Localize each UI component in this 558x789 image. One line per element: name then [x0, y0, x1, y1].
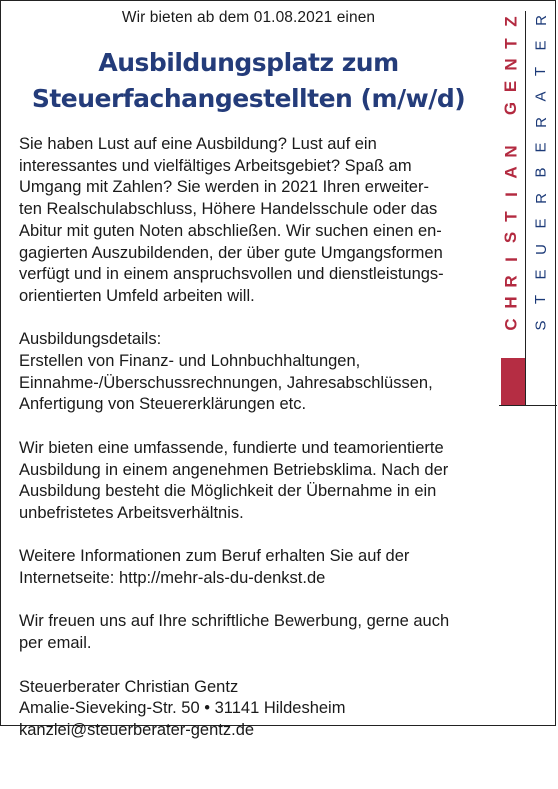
- text-line: per email.: [19, 634, 92, 653]
- details-heading: Ausbildungsdetails:: [19, 330, 162, 349]
- contact-block: [19, 677, 471, 742]
- contact-name: Steuerberater Christian Gentz: [19, 677, 239, 696]
- logo-wordmark-letter: T: [501, 211, 521, 222]
- logo-wordmark-letter: N: [501, 58, 521, 71]
- ad-body: [19, 134, 471, 742]
- logo-subline-letter: R: [532, 192, 550, 204]
- logo-subline-letter: T: [532, 66, 550, 76]
- text-line: Anfertigung von Steuererklärungen etc.: [19, 395, 307, 414]
- text-line: Ausbildung in einem angenehmen Betriebsklima. Nach der: [19, 460, 449, 479]
- logo-wordmark: [499, 13, 523, 333]
- logo-subline: [529, 13, 553, 333]
- logo-wordmark-letter: E: [501, 80, 521, 93]
- text-line: ten Realschulabschluss, Höhere Handelsschule oder das: [19, 200, 438, 219]
- text-line: unbefristetes Arbeitsverhältnis.: [19, 503, 244, 522]
- text-line: gagierten Auszubildenden, der über gute Umgangsformen: [19, 243, 443, 262]
- logo-wordmark-letter: H: [501, 296, 521, 309]
- text-line: interessantes und vielfältiges Arbeitsgebiet? Spaß am: [19, 156, 412, 175]
- logo-subline-letter: E: [532, 269, 550, 280]
- logo-subline-letter: E: [532, 142, 550, 153]
- contact-address: Amalie-Sieveking-Str. 50 • 31141 Hildesheim: [19, 699, 346, 718]
- logo-wordmark-letter: T: [501, 37, 521, 49]
- logo-subline-letter: R: [532, 15, 550, 26]
- text-line: Ausbildung besteht die Möglichkeit der Übernahme in ein: [19, 482, 437, 501]
- logo-subline-letter: B: [532, 167, 550, 178]
- logo-wordmark-letter: S: [501, 232, 521, 244]
- logo-divider-vertical: [525, 11, 526, 406]
- headline-line: Ausbildungsplatz zum: [98, 48, 399, 77]
- headline-line: Steuerfachangestellten (m/w/d): [31, 84, 466, 113]
- contact-email: kanzlei@steuerberater-gentz.de: [19, 720, 255, 739]
- logo-subline-letter: T: [532, 295, 550, 305]
- paragraph-offer: [19, 438, 471, 525]
- logo-wordmark-letter: I: [501, 192, 521, 197]
- text-line: Internetseite: http://mehr-als-du-denkst.de: [19, 569, 326, 588]
- logo-divider-horizontal: [499, 405, 557, 406]
- text-line: Umgang mit Zahlen? Sie werden in 2021 Ihren erweiter-: [19, 178, 429, 197]
- logo-subline-letter: U: [532, 243, 550, 255]
- intro-line: Wir bieten ab dem 01.08.2021 einen: [121, 9, 376, 26]
- logo-wordmark-letter: A: [501, 166, 521, 180]
- logo-wordmark-letter: [502, 127, 519, 132]
- text-line: verfügt und in einem anspruchsvollen und dienstleistungs-: [19, 265, 444, 284]
- text-line: Einnahme-/Überschussrechnungen, Jahresabschlüssen,: [19, 373, 433, 392]
- logo-wordmark-letter: N: [501, 145, 521, 158]
- headline: [1, 45, 496, 117]
- logo-wordmark-letter: R: [501, 275, 521, 288]
- text-line: Wir freuen uns auf Ihre schriftliche Bewerbung, gerne auch: [19, 612, 450, 631]
- text-line: orientierten Umfeld arbeiten will.: [19, 286, 255, 305]
- logo-subline-letter: A: [532, 91, 550, 102]
- logo-subline-letter: S: [532, 320, 550, 331]
- paragraph-details: [19, 329, 471, 416]
- text-line: Weitere Informationen zum Beruf erhalten Sie auf der: [19, 547, 410, 566]
- logo-wordmark-letter: Z: [501, 16, 521, 27]
- logo-subline-letter: R: [532, 116, 550, 128]
- text-line: Abitur mit guten Noten abschließen. Wir suchen einen en-: [19, 221, 442, 240]
- logo-wordmark-letter: C: [501, 318, 521, 331]
- text-line: Erstellen von Finanz- und Lohnbuchhaltungen,: [19, 352, 361, 371]
- paragraph-intro: [19, 134, 471, 308]
- logo-wordmark-letter: I: [501, 257, 521, 262]
- logo-subline-letter: E: [532, 40, 550, 51]
- paragraph-info: [19, 546, 471, 589]
- text-line: Sie haben Lust auf eine Ausbildung? Lust auf ein: [19, 135, 377, 153]
- paragraph-application: [19, 611, 471, 654]
- logo-color-block: [501, 358, 525, 405]
- logo-subline-letter: E: [532, 218, 550, 229]
- logo-wordmark-letter: G: [501, 101, 521, 115]
- text-line: Wir bieten eine umfassende, fundierte und teamorientierte: [19, 438, 444, 457]
